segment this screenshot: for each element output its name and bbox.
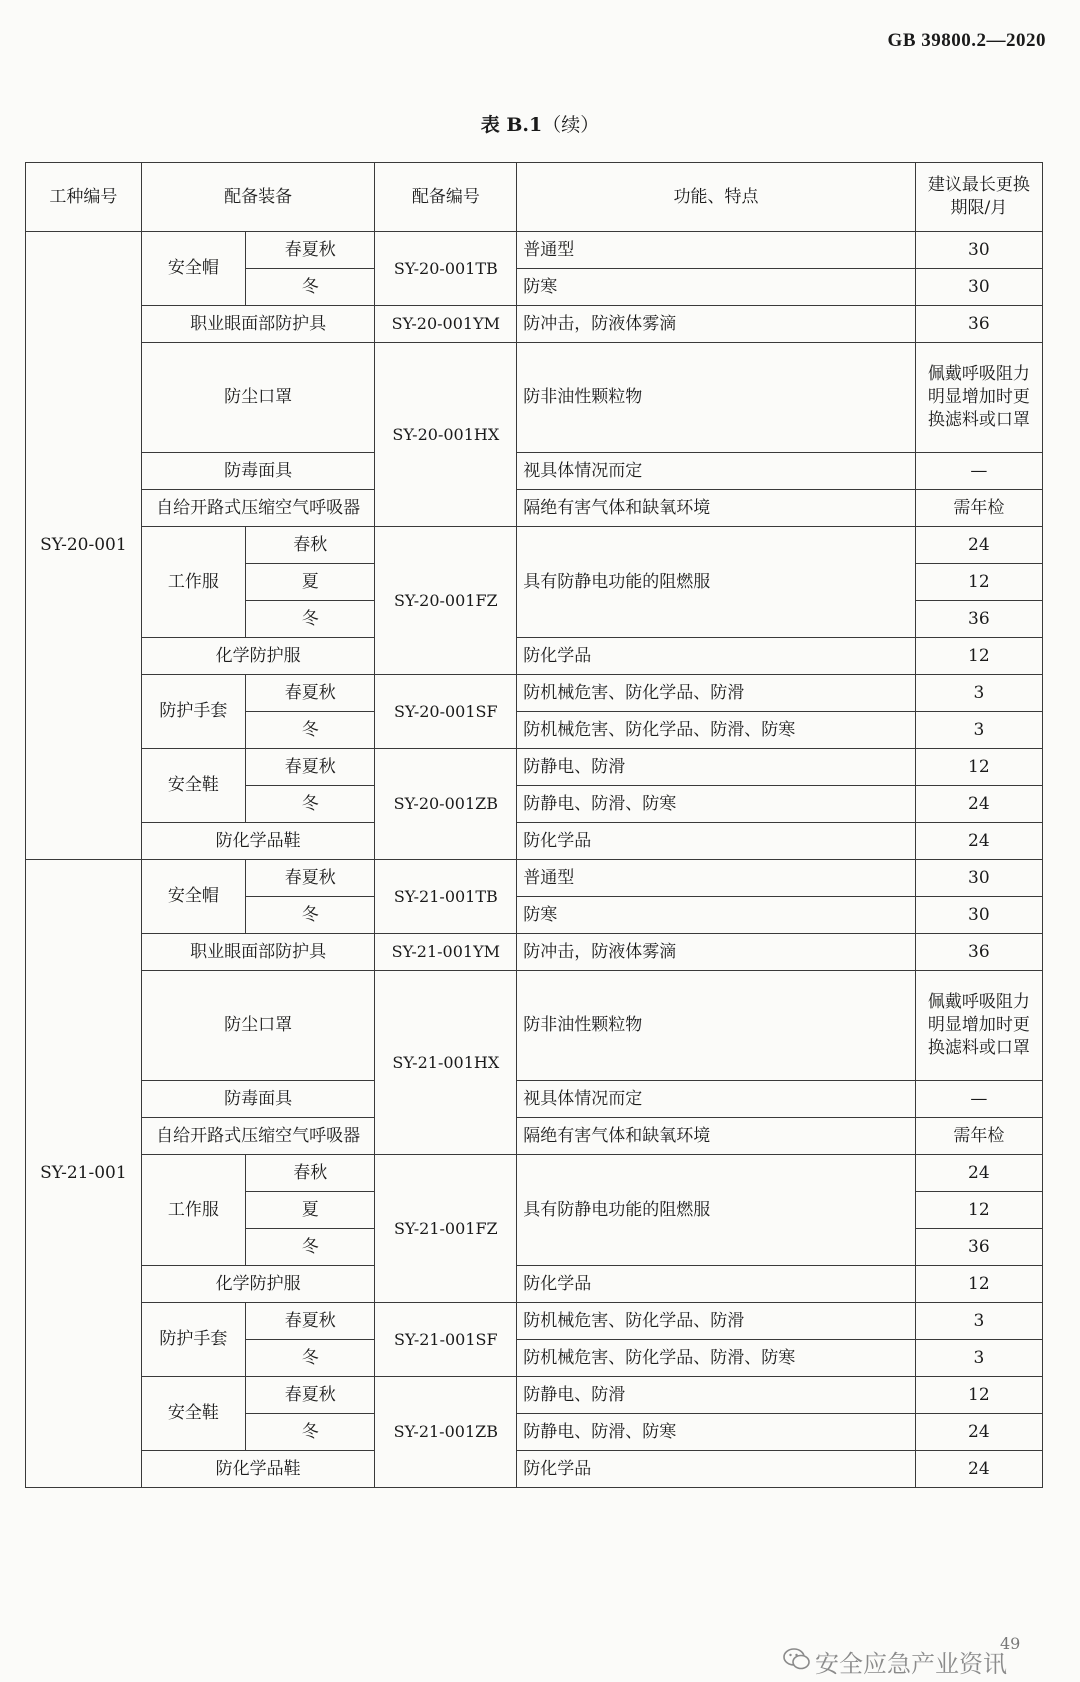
function-cell: 防静电、防滑、防寒: [517, 786, 915, 823]
period-cell: 佩戴呼吸阻力明显增加时更换滤料或口罩: [915, 343, 1042, 453]
period-cell: 3: [915, 1340, 1042, 1377]
col-header-trade-code: 工种编号: [26, 163, 142, 232]
function-cell: 防静电、防滑、防寒: [517, 1414, 915, 1451]
code-respirators: SY-20-001HX: [375, 343, 517, 527]
col-header-replacement-period: 建议最长更换期限/月: [915, 163, 1042, 232]
equip-helmet: 安全帽: [141, 232, 245, 306]
period-cell: 12: [915, 638, 1042, 675]
equip-safety-shoes: 安全鞋: [141, 1377, 245, 1451]
table-caption-title: 表 B.1: [480, 114, 543, 136]
season-cell: 冬: [246, 1340, 375, 1377]
table-row: [26, 638, 1043, 675]
period-cell: —: [915, 1081, 1042, 1118]
period-cell: 佩戴呼吸阻力明显增加时更换滤料或口罩: [915, 971, 1042, 1081]
period-cell: 24: [915, 823, 1042, 860]
equip-gas-mask: 防毒面具: [141, 453, 375, 490]
code-shoes: SY-21-001ZB: [375, 1377, 517, 1488]
table-row: [26, 306, 1043, 343]
table-row: [26, 934, 1043, 971]
table-row: [26, 1377, 1043, 1414]
code-respirators: SY-21-001HX: [375, 971, 517, 1155]
table-caption: [0, 110, 1080, 137]
table-row: [26, 232, 1043, 269]
period-cell: 24: [915, 1451, 1042, 1488]
period-cell: 30: [915, 232, 1042, 269]
season-cell: 冬: [246, 1414, 375, 1451]
function-cell: 防化学品: [517, 1266, 915, 1303]
equip-scba: 自给开路式压缩空气呼吸器: [141, 490, 375, 527]
season-cell: 夏: [246, 1192, 375, 1229]
season-cell: 冬: [246, 786, 375, 823]
trade-code-cell: SY-20-001: [26, 232, 142, 860]
code-clothing: SY-21-001FZ: [375, 1155, 517, 1303]
function-cell: 视具体情况而定: [517, 453, 915, 490]
equip-gas-mask: 防毒面具: [141, 1081, 375, 1118]
function-cell: 防非油性颗粒物: [517, 343, 915, 453]
function-cell: 防冲击，防液体雾滴: [517, 306, 915, 343]
code-clothing: SY-20-001FZ: [375, 527, 517, 675]
table-row: [26, 527, 1043, 564]
period-cell: 需年检: [915, 490, 1042, 527]
equip-chemical-suit: 化学防护服: [141, 638, 375, 675]
season-cell: 冬: [246, 269, 375, 306]
period-cell: 24: [915, 1155, 1042, 1192]
function-cell: 防化学品: [517, 823, 915, 860]
equip-helmet: 安全帽: [141, 860, 245, 934]
code-gloves: SY-20-001SF: [375, 675, 517, 749]
table-row: [26, 823, 1043, 860]
season-cell: 冬: [246, 601, 375, 638]
table-row: [26, 1118, 1043, 1155]
table-row: [26, 453, 1043, 490]
function-cell: 具有防静电功能的阻燃服: [517, 1155, 915, 1266]
function-cell: 防静电、防滑: [517, 1377, 915, 1414]
code-eye-protector: SY-21-001YM: [375, 934, 517, 971]
equip-work-clothes: 工作服: [141, 1155, 245, 1266]
table-row: [26, 343, 1043, 453]
function-cell: 防机械危害、防化学品、防滑、防寒: [517, 712, 915, 749]
period-cell: 12: [915, 1192, 1042, 1229]
equip-dust-mask: 防尘口罩: [141, 971, 375, 1081]
function-cell: 普通型: [517, 232, 915, 269]
code-eye-protector: SY-20-001YM: [375, 306, 517, 343]
season-cell: 冬: [246, 897, 375, 934]
season-cell: 冬: [246, 1229, 375, 1266]
season-cell: 春夏秋: [246, 232, 375, 269]
equip-gloves: 防护手套: [141, 1303, 245, 1377]
function-cell: 防寒: [517, 269, 915, 306]
equip-work-clothes: 工作服: [141, 527, 245, 638]
table-row: [26, 1081, 1043, 1118]
period-cell: 24: [915, 527, 1042, 564]
season-cell: 春夏秋: [246, 1377, 375, 1414]
equip-scba: 自给开路式压缩空气呼吸器: [141, 1118, 375, 1155]
equip-chemical-suit: 化学防护服: [141, 1266, 375, 1303]
col-header-function: 功能、特点: [517, 163, 915, 232]
function-cell: 防化学品: [517, 638, 915, 675]
trade-code-cell: SY-21-001: [26, 860, 142, 1488]
period-cell: 30: [915, 897, 1042, 934]
group-sy-20-001: [26, 232, 1043, 860]
season-cell: 春夏秋: [246, 860, 375, 897]
col-header-equipment-code: 配备编号: [375, 163, 517, 232]
period-cell: 3: [915, 675, 1042, 712]
function-cell: 防机械危害、防化学品、防滑、防寒: [517, 1340, 915, 1377]
period-cell: 3: [915, 712, 1042, 749]
function-cell: 隔绝有害气体和缺氧环境: [517, 490, 915, 527]
period-cell: 30: [915, 860, 1042, 897]
page-number: 49: [1000, 1634, 1021, 1653]
function-cell: 防非油性颗粒物: [517, 971, 915, 1081]
table-row: [26, 1303, 1043, 1340]
code-helmet: SY-20-001TB: [375, 232, 517, 306]
equip-eye-protector: 职业眼面部防护具: [141, 306, 375, 343]
season-cell: 冬: [246, 712, 375, 749]
function-cell: 防静电、防滑: [517, 749, 915, 786]
table-row: [26, 971, 1043, 1081]
standard-number: GB 39800.2—2020: [887, 30, 1046, 51]
table-row: [26, 749, 1043, 786]
equipment-table-wrapper: [25, 162, 1043, 1488]
table-row: [26, 490, 1043, 527]
period-cell: 30: [915, 269, 1042, 306]
period-cell: 36: [915, 934, 1042, 971]
code-helmet: SY-21-001TB: [375, 860, 517, 934]
code-gloves: SY-21-001SF: [375, 1303, 517, 1377]
period-cell: —: [915, 453, 1042, 490]
period-cell: 3: [915, 1303, 1042, 1340]
function-cell: 防机械危害、防化学品、防滑: [517, 1303, 915, 1340]
header-row: [26, 163, 1043, 232]
function-cell: 防寒: [517, 897, 915, 934]
period-cell: 36: [915, 601, 1042, 638]
period-cell: 36: [915, 1229, 1042, 1266]
table-row: [26, 1266, 1043, 1303]
period-cell: 12: [915, 1266, 1042, 1303]
equip-safety-shoes: 安全鞋: [141, 749, 245, 823]
function-cell: 防化学品: [517, 1451, 915, 1488]
season-cell: 夏: [246, 564, 375, 601]
code-shoes: SY-20-001ZB: [375, 749, 517, 860]
function-cell: 视具体情况而定: [517, 1081, 915, 1118]
period-cell: 12: [915, 1377, 1042, 1414]
season-cell: 春秋: [246, 527, 375, 564]
group-sy-21-001: [26, 860, 1043, 1488]
equip-chemical-shoes: 防化学品鞋: [141, 823, 375, 860]
col-header-equipment: 配备装备: [141, 163, 375, 232]
period-cell: 12: [915, 564, 1042, 601]
season-cell: 春夏秋: [246, 749, 375, 786]
function-cell: 普通型: [517, 860, 915, 897]
equip-gloves: 防护手套: [141, 675, 245, 749]
table-row: [26, 860, 1043, 897]
function-cell: 隔绝有害气体和缺氧环境: [517, 1118, 915, 1155]
period-cell: 24: [915, 1414, 1042, 1451]
table-caption-continued: （续）: [542, 114, 600, 136]
table-row: [26, 675, 1043, 712]
equip-dust-mask: 防尘口罩: [141, 343, 375, 453]
period-cell: 需年检: [915, 1118, 1042, 1155]
period-cell: 24: [915, 786, 1042, 823]
season-cell: 春夏秋: [246, 675, 375, 712]
function-cell: 防机械危害、防化学品、防滑: [517, 675, 915, 712]
season-cell: 春秋: [246, 1155, 375, 1192]
watermark-text: 安全应急产业资讯: [815, 1650, 1007, 1678]
table-row: [26, 1451, 1043, 1488]
period-cell: 36: [915, 306, 1042, 343]
equipment-table: [25, 162, 1043, 1488]
table-row: [26, 1155, 1043, 1192]
season-cell: 春夏秋: [246, 1303, 375, 1340]
function-cell: 具有防静电功能的阻燃服: [517, 527, 915, 638]
wechat-icon-svg: [783, 1647, 811, 1671]
equip-eye-protector: 职业眼面部防护具: [141, 934, 375, 971]
function-cell: 防冲击，防液体雾滴: [517, 934, 915, 971]
period-cell: 12: [915, 749, 1042, 786]
wechat-icon: [783, 1647, 811, 1677]
equip-chemical-shoes: 防化学品鞋: [141, 1451, 375, 1488]
